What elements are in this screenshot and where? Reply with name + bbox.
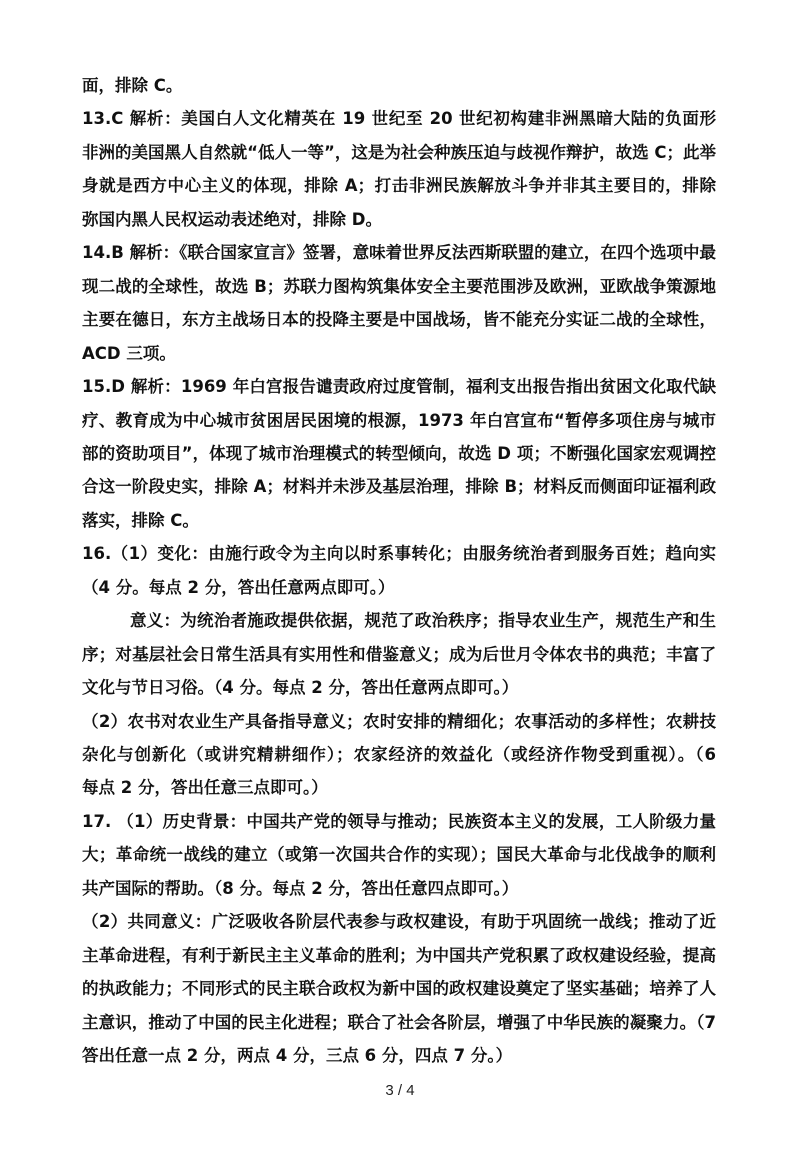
text-line: 现二战的全球性，故选 B；苏联力图构筑集体安全主要范围涉及欧洲，亚欧战争策源地	[82, 276, 716, 296]
text-line: 落实，排除 C。	[82, 510, 199, 530]
text-line: 疗、教育成为中心城市贫困居民困境的根源，1973 年白宫宣布“暂停多项住房与城市	[82, 410, 716, 430]
text-line: 答出任意一点 2 分，两点 4 分，三点 6 分，四点 7 分。）	[82, 1046, 513, 1066]
text-line: 16.（1）变化：由施行政令为主向以时系事转化；由服务统治者到服务百姓；趋向实	[82, 544, 716, 564]
text-line: 序；对基层社会日常生活具有实用性和借鉴意义；成为后世月令体农书的典范；丰富了	[82, 644, 716, 664]
text-line: 大；革命统一战线的建立（或第一次国共合作的实现）；国民大革命与北伐战争的顺利	[82, 845, 716, 865]
text-line: 主意识，推动了中国的民主化进程；联合了社会各阶层，增强了中华民族的凝聚力。（7	[82, 1012, 716, 1032]
text-line: 主革命进程，有利于新民主主义革命的胜利；为中国共产党积累了政权建设经验，提高	[82, 945, 716, 965]
text-line: （2）农书对农业生产具备指导意义；农时安排的精细化；农事活动的多样性；农耕技	[82, 711, 716, 731]
text-line: 非洲的美国黑人自然就“低人一等”，这是为社会种族压迫与歧视作辩护，故选 C；此举	[82, 142, 716, 162]
text-line: 面，排除 C。	[82, 76, 183, 95]
text-line: 的执政能力；不同形式的民主联合政权为新中国的政权建设奠定了坚实基础；培养了人	[82, 979, 716, 999]
text-line: 17. （1）历史背景：中国共产党的领导与推动；民族资本主义的发展，工人阶级力量	[82, 811, 716, 831]
text-line: 合这一阶段史实，排除 A；材料并未涉及基层治理，排除 B；材料反而侧面印证福利政	[82, 477, 716, 497]
text-line: 每点 2 分，答出任意三点即可。）	[82, 778, 328, 798]
text-line: 15.D 解析：1969 年白宫报告谴责政府过度管制，福利支出报告指出贫困文化取代缺	[82, 377, 716, 397]
text-line: （2）共同意义：广泛吸收各阶层代表参与政权建设，有助于巩固统一战线；推动了近	[82, 912, 716, 932]
text-line: 14.B 解析：《联合国家宣言》签署，意味着世界反法西斯联盟的建立，在四个选项中最	[82, 243, 716, 263]
text-line: 意义：为统治者施政提供依据，规范了政治秩序；指导农业生产，规范生产和生	[130, 611, 716, 631]
text-line: 杂化与创新化（或讲究精耕细作）；农家经济的效益化（或经济作物受到重视）。（6	[82, 745, 716, 764]
text-line: 13.C 解析：美国白人文化精英在 19 世纪至 20 世纪初构建非洲黑暗大陆的负面形	[82, 109, 716, 129]
text-line: （4 分。每点 2 分，答出任意两点即可。）	[82, 577, 395, 597]
text-line: 身就是西方中心主义的体现，排除 A；打击非洲民族解放斗争并非其主要目的，排除	[82, 176, 716, 196]
text-line: 主要在德日，东方主战场日本的投降主要是中国战场，皆不能充分实证二战的全球性，	[82, 310, 716, 330]
text-line: ACD 三项。	[82, 343, 176, 363]
text-line: 弥国内黑人民权运动表述绝对，排除 D。	[82, 209, 382, 229]
text-line: 部的资助项目”，体现了城市治理模式的转型倾向，故选 D 项；不断强化国家宏观调控	[82, 443, 716, 463]
text-line: 共产国际的帮助。（8 分。每点 2 分，答出任意四点即可。）	[82, 878, 519, 898]
page-number: 3 / 4	[385, 1082, 415, 1099]
text-line: 文化与节日习俗。（4 分。每点 2 分，答出任意两点即可。）	[82, 678, 519, 698]
